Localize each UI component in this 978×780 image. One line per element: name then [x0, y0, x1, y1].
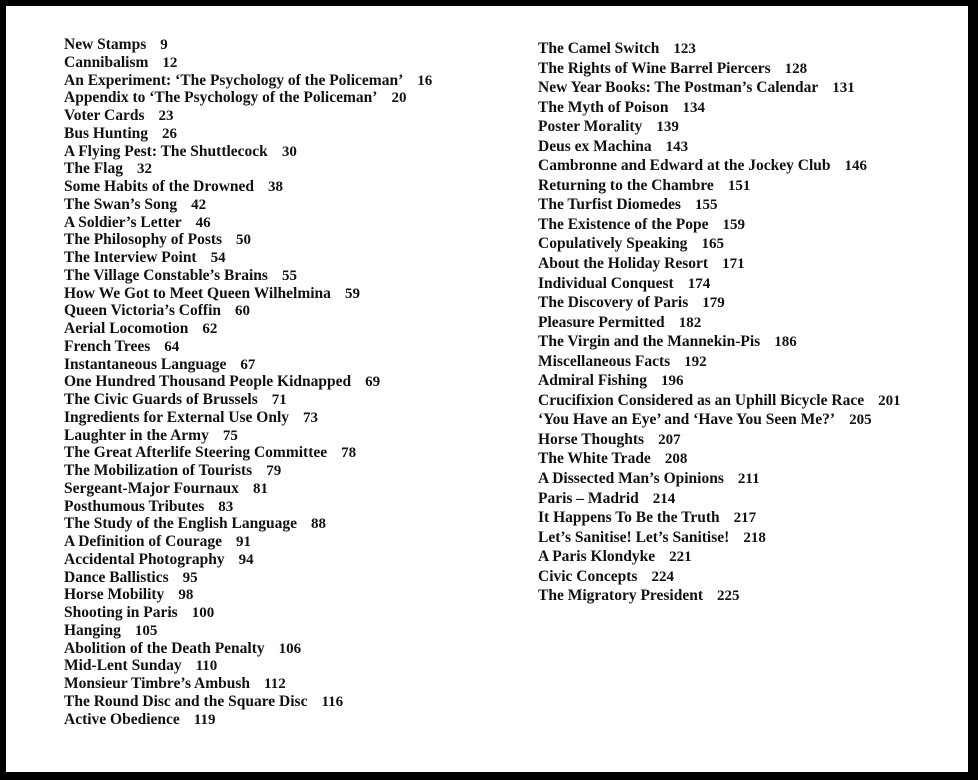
toc-entry-title: Dance Ballistics — [64, 568, 169, 586]
toc-entry — [538, 215, 958, 235]
toc-entry-title: Individual Conquest — [538, 274, 674, 292]
toc-entry-title: Admiral Fishing — [538, 372, 647, 390]
toc-entry-page-number: 64 — [164, 338, 180, 355]
toc-entry — [64, 338, 484, 356]
toc-entry — [64, 604, 484, 622]
toc-entry-page-number: 75 — [222, 427, 238, 444]
toc-entry-title: The Rights of Wine Barrel Piercers — [538, 59, 771, 77]
toc-entry — [538, 352, 958, 372]
toc-entry-page-number: 32 — [137, 161, 152, 178]
toc-entry-title: ‘You Have an Eye’ and ‘Have You Seen Me?’ — [538, 411, 836, 429]
toc-entry-title: Ingredients for External Use Only — [64, 408, 290, 426]
toc-entry-page-number: 151 — [727, 177, 751, 194]
toc-entry-page-number: 196 — [660, 373, 684, 390]
toc-entry — [538, 586, 958, 606]
toc-entry-page-number: 12 — [162, 54, 178, 71]
toc-entry-page-number: 106 — [278, 640, 302, 657]
toc-entry-title: Active Obedience — [64, 710, 180, 728]
toc-entry — [64, 515, 484, 533]
toc-entry-page-number: 134 — [682, 99, 705, 116]
toc-entry-page-number: 186 — [774, 334, 797, 351]
toc-entry — [64, 214, 484, 232]
toc-entry-title: The Virgin and the Mannekin-Pis — [538, 333, 761, 351]
toc-entry-title: An Experiment: ‘The Psychology of the Policeman’ — [64, 71, 404, 89]
toc-entry — [538, 254, 958, 274]
toc-entry-page-number: 94 — [238, 551, 254, 568]
toc-entry — [64, 231, 484, 249]
toc-entry-title: About the Holiday Resort — [538, 255, 709, 273]
toc-entry-page-number: 182 — [678, 314, 702, 331]
toc-entry — [64, 551, 484, 569]
toc-entry-page-number: 146 — [844, 158, 868, 175]
toc-entry-page-number: 105 — [134, 622, 158, 639]
toc-entry-page-number: 174 — [687, 275, 711, 292]
toc-entry-page-number: 225 — [717, 588, 740, 605]
toc-entry-page-number: 98 — [178, 587, 194, 604]
toc-entry — [538, 528, 958, 548]
toc-entry-page-number: 16 — [417, 72, 433, 89]
toc-entry-page-number: 128 — [784, 60, 808, 77]
toc-entry — [64, 373, 484, 391]
toc-entry-page-number: 179 — [702, 295, 725, 312]
toc-entry — [64, 54, 484, 72]
toc-entry — [64, 675, 484, 693]
toc-entry — [64, 569, 484, 587]
toc-entry-page-number: 112 — [264, 676, 286, 692]
toc-entry — [538, 489, 958, 509]
toc-entry-title: The Existence of the Pope — [538, 215, 709, 233]
toc-entry — [64, 693, 484, 711]
toc-entry-title: Some Habits of the Drowned — [64, 178, 255, 195]
toc-entry-title: Posthumous Tributes — [64, 497, 205, 515]
toc-entry — [64, 444, 484, 462]
toc-entry — [538, 59, 958, 79]
toc-entry — [64, 409, 484, 427]
toc-entry-title: Deus ex Machina — [538, 137, 652, 155]
toc-entry-page-number: 192 — [684, 353, 707, 370]
toc-entry — [538, 293, 958, 313]
toc-entry-title: Sergeant-Major Fournaux — [64, 479, 239, 497]
toc-entry-title: Crucifixion Considered as an Uphill Bicycle Race — [538, 391, 865, 409]
toc-entry-page-number: 50 — [236, 232, 252, 249]
toc-entry-title: The Camel Switch — [538, 40, 660, 57]
toc-entry — [64, 711, 484, 729]
toc-entry — [64, 107, 484, 125]
toc-entry — [538, 176, 958, 196]
toc-entry-title: A Dissected Man’s Opinions — [538, 470, 724, 488]
toc-entry-page-number: 46 — [195, 214, 211, 231]
toc-entry-title: Miscellaneous Facts — [538, 352, 671, 370]
toc-entry-title: Voter Cards — [64, 107, 145, 124]
toc-entry — [64, 320, 484, 338]
toc-entry-title: The Myth of Poison — [538, 98, 669, 116]
toc-entry — [64, 72, 484, 90]
toc-entry — [538, 469, 958, 489]
toc-entry — [538, 449, 958, 469]
toc-entry-page-number: 78 — [341, 445, 357, 462]
toc-entry-title: The Round Disc and the Square Disc — [64, 692, 308, 710]
toc-entry — [64, 285, 484, 303]
toc-entry — [538, 137, 958, 157]
toc-entry — [64, 196, 484, 214]
toc-entry — [538, 39, 958, 59]
toc-entry-title: The Migratory President — [538, 587, 704, 605]
toc-entry — [538, 117, 958, 137]
toc-entry-page-number: 30 — [281, 143, 297, 160]
toc-entry-page-number: 60 — [235, 303, 250, 320]
toc-entry — [538, 156, 958, 176]
toc-entry — [538, 98, 958, 118]
toc-entry-page-number: 23 — [158, 108, 174, 124]
toc-entry-page-number: 110 — [195, 658, 218, 675]
toc-entry-page-number: 224 — [651, 568, 674, 585]
toc-entry-title: How We Got to Meet Queen Wilhelmina — [64, 284, 331, 302]
toc-entry — [64, 533, 484, 551]
toc-entry-page-number: 207 — [658, 431, 681, 448]
toc-entry-page-number: 205 — [849, 412, 872, 429]
toc-entry-title: Abolition of the Death Penalty — [64, 639, 265, 657]
toc-entry-page-number: 100 — [191, 605, 215, 621]
toc-entry-title: The Civic Guards of Brussels — [64, 391, 258, 408]
toc-entry-page-number: 116 — [321, 693, 344, 710]
toc-entry-title: Pleasure Permitted — [538, 313, 665, 331]
toc-entry-title: One Hundred Thousand People Kidnapped — [64, 373, 352, 391]
toc-entry — [64, 36, 484, 54]
toc-entry-title: Monsieur Timbre’s Ambush — [64, 675, 251, 692]
toc-entry-title: The Interview Point — [64, 249, 197, 266]
toc-entry-title: Let’s Sanitise! Let’s Sanitise! — [538, 528, 730, 546]
toc-entry-page-number: 71 — [271, 392, 287, 408]
toc-entry — [64, 249, 484, 267]
toc-entry — [64, 178, 484, 196]
toc-entry-title: Returning to the Chambre — [538, 176, 714, 194]
toc-entry-page-number: 214 — [652, 490, 676, 507]
toc-entry-page-number: 139 — [656, 119, 679, 136]
toc-entry-title: Instantaneous Language — [64, 355, 227, 373]
toc-entry-page-number: 211 — [737, 471, 760, 488]
toc-entry-page-number: 42 — [191, 196, 207, 213]
toc-entry-page-number: 155 — [694, 197, 718, 214]
toc-entry-title: The Discovery of Paris — [538, 294, 689, 312]
toc-entry-title: Poster Morality — [538, 118, 643, 136]
toc-entry-page-number: 38 — [268, 179, 284, 195]
toc-entry — [64, 160, 484, 178]
toc-entry — [64, 427, 484, 445]
toc-entry-title: Accidental Photography — [64, 550, 225, 568]
toc-entry-page-number: 88 — [311, 516, 326, 533]
toc-entry — [64, 498, 484, 516]
toc-entry-title: A Flying Pest: The Shuttlecock — [64, 142, 268, 160]
toc-entry — [64, 640, 484, 658]
toc-entry-page-number: 54 — [210, 250, 226, 266]
toc-entry-title: The Study of the English Language — [64, 515, 297, 533]
toc-entry — [64, 462, 484, 480]
toc-entry-page-number: 73 — [303, 409, 319, 426]
toc-entry-title: Mid-Lent Sunday — [64, 657, 182, 675]
toc-entry — [64, 586, 484, 604]
toc-entry — [64, 622, 484, 640]
toc-entry-page-number: 123 — [673, 41, 696, 57]
toc-entry — [64, 391, 484, 409]
toc-entry — [538, 391, 958, 411]
toc-entry — [538, 430, 958, 450]
toc-entry — [538, 567, 958, 587]
toc-entry — [538, 234, 958, 254]
contents-right-column — [538, 39, 958, 606]
toc-entry-page-number: 218 — [743, 529, 766, 546]
toc-entry — [64, 143, 484, 161]
toc-entry-page-number: 55 — [281, 267, 297, 284]
toc-entry-page-number: 62 — [202, 321, 218, 337]
toc-entry — [538, 195, 958, 215]
toc-entry-page-number: 83 — [218, 498, 234, 515]
toc-entry-title: A Soldier’s Letter — [64, 213, 182, 231]
toc-entry — [538, 547, 958, 567]
toc-entry-title: Cambronne and Edward at the Jockey Club — [538, 157, 831, 175]
toc-entry-title: New Stamps — [64, 36, 147, 53]
toc-entry-title: The Village Constable’s Brains — [64, 266, 268, 284]
toc-entry-title: Copulatively Speaking — [538, 235, 688, 253]
toc-entry-title: The Great Afterlife Steering Committee — [64, 444, 328, 462]
toc-entry-page-number: 95 — [182, 569, 198, 586]
toc-entry-title: Bus Hunting — [64, 124, 149, 142]
toc-entry-title: French Trees — [64, 337, 151, 355]
toc-entry-page-number: 91 — [236, 534, 252, 550]
toc-entry-page-number: 119 — [193, 711, 216, 728]
toc-entry — [538, 371, 958, 391]
toc-entry-title: Cannibalism — [64, 53, 149, 71]
toc-entry — [538, 332, 958, 352]
toc-entry-title: The Philosophy of Posts — [64, 231, 223, 249]
toc-entry — [64, 657, 484, 675]
toc-entry-title: Laughter in the Army — [64, 426, 209, 444]
toc-entry-page-number: 201 — [878, 392, 901, 409]
toc-entry — [64, 267, 484, 285]
toc-entry-page-number: 81 — [252, 480, 268, 497]
toc-entry-title: Appendix to ‘The Psychology of the Policeman’ — [64, 89, 378, 107]
toc-entry-title: Queen Victoria’s Coffin — [64, 302, 221, 320]
toc-entry-title: Hanging — [64, 621, 121, 639]
toc-entry — [538, 313, 958, 333]
toc-entry — [538, 274, 958, 294]
contents-page — [5, 5, 969, 773]
toc-entry-page-number: 171 — [722, 256, 745, 273]
toc-entry-page-number: 131 — [832, 80, 855, 97]
toc-entry-page-number: 59 — [344, 285, 360, 302]
toc-entry-page-number: 208 — [664, 451, 688, 468]
toc-entry-title: Horse Thoughts — [538, 430, 645, 448]
toc-entry-page-number: 20 — [391, 90, 407, 107]
toc-entry — [64, 480, 484, 498]
contents-left-column — [64, 36, 484, 728]
toc-entry — [64, 125, 484, 143]
toc-entry-title: Shooting in Paris — [64, 604, 178, 621]
toc-entry-page-number: 67 — [240, 356, 256, 373]
toc-entry — [64, 356, 484, 374]
toc-entry — [64, 302, 484, 320]
toc-entry-page-number: 159 — [722, 216, 745, 233]
toc-entry — [64, 89, 484, 107]
toc-entry-page-number: 9 — [160, 37, 168, 53]
toc-entry-title: The Mobilization of Tourists — [64, 462, 253, 479]
toc-entry-title: Paris – Madrid — [538, 489, 639, 507]
toc-entry-page-number: 165 — [701, 236, 724, 253]
toc-entry-title: A Definition of Courage — [64, 533, 223, 550]
toc-entry-title: The Turfist Diomedes — [538, 196, 681, 214]
toc-entry-title: A Paris Klondyke — [538, 548, 656, 566]
toc-entry-title: New Year Books: The Postman’s Calendar — [538, 79, 819, 97]
toc-entry-title: The Swan’s Song — [64, 195, 178, 213]
toc-entry-page-number: 79 — [266, 463, 282, 479]
toc-entry-page-number: 26 — [162, 125, 178, 142]
toc-entry-title: Civic Concepts — [538, 567, 638, 585]
toc-entry-page-number: 217 — [733, 510, 757, 527]
toc-entry — [538, 78, 958, 98]
toc-entry-title: Horse Mobility — [64, 586, 165, 604]
toc-entry-page-number: 69 — [365, 374, 381, 391]
toc-entry-title: The Flag — [64, 160, 123, 178]
toc-entry-title: The White Trade — [538, 450, 651, 468]
toc-entry — [538, 508, 958, 528]
toc-entry-page-number: 221 — [669, 549, 692, 566]
toc-entry — [538, 410, 958, 430]
toc-entry-page-number: 143 — [665, 138, 689, 155]
toc-entry-title: Aerial Locomotion — [64, 320, 189, 337]
toc-entry-title: It Happens To Be the Truth — [538, 509, 720, 527]
